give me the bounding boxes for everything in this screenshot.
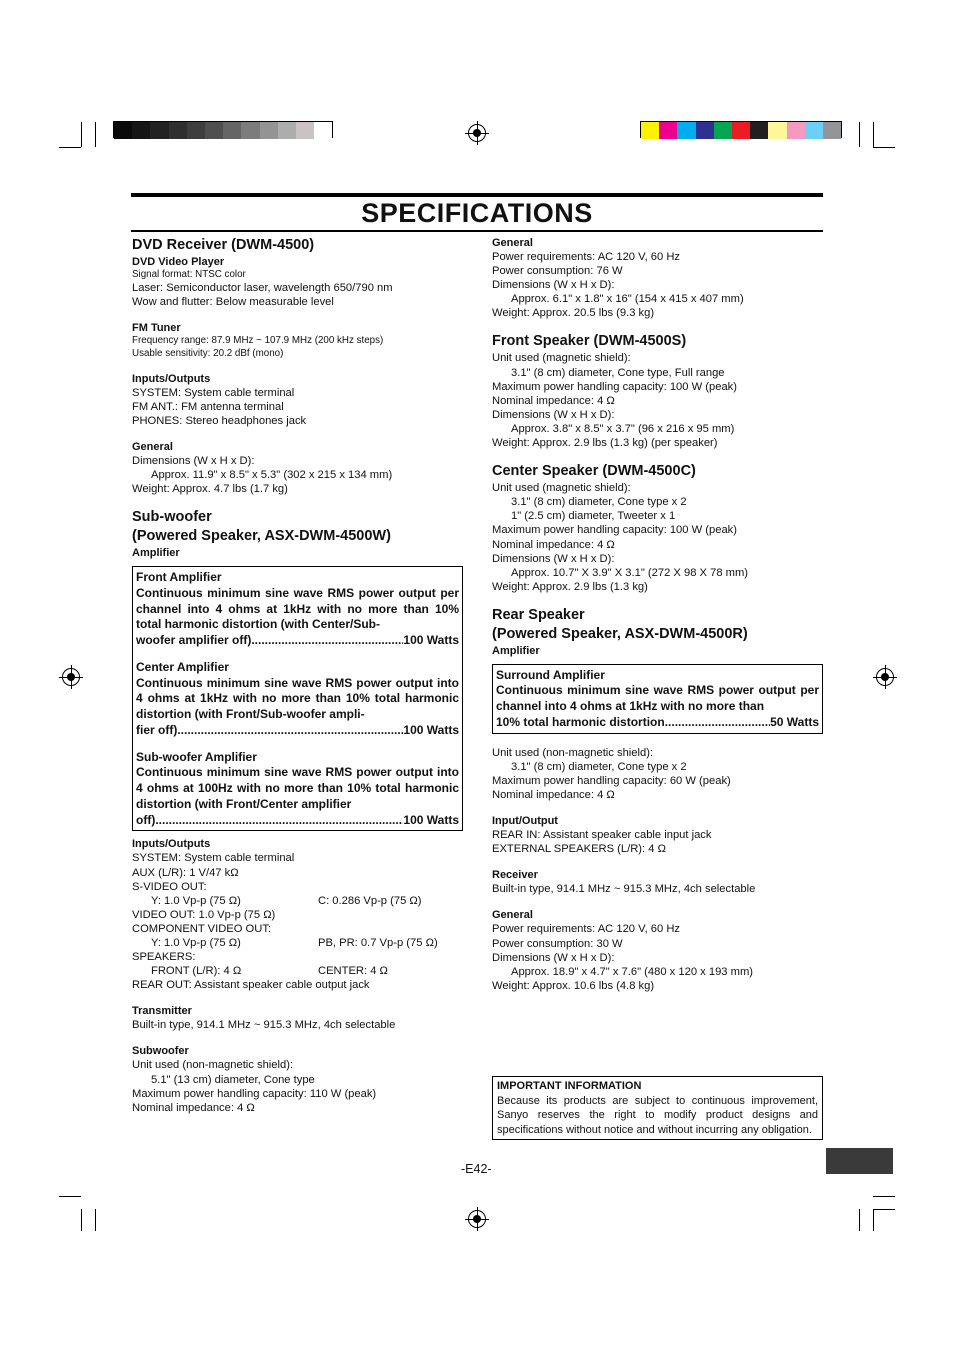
color-swatch bbox=[659, 122, 677, 139]
color-swatch bbox=[278, 122, 296, 139]
important-information-box bbox=[492, 1076, 823, 1140]
section-tab bbox=[826, 1148, 893, 1174]
box-heading: Front Amplifier bbox=[136, 570, 222, 585]
spec-line: EXTERNAL SPEAKERS (L/R): 4 Ω bbox=[492, 843, 666, 856]
color-swatch bbox=[223, 122, 241, 139]
spec-line: Nominal impedance: 4 Ω bbox=[492, 394, 615, 407]
box-heading: Center Amplifier bbox=[136, 660, 229, 675]
spec-line: Maximum power handling capacity: 60 W (peak) bbox=[492, 774, 731, 787]
subsection-heading: General bbox=[492, 237, 533, 249]
spec-line: Weight: Approx. 2.9 lbs (1.3 kg) (per speaker) bbox=[492, 437, 718, 450]
subsection-heading: Amplifier bbox=[132, 547, 180, 560]
color-swatch bbox=[260, 122, 278, 139]
spec-row: FRONT (L/R): 4 Ω CENTER: 4 Ω bbox=[151, 965, 388, 978]
subsection-heading: Input/Output bbox=[492, 815, 558, 828]
color-swatch bbox=[132, 122, 150, 139]
spec-line: Power consumption: 76 W bbox=[492, 265, 623, 278]
box-heading: Surround Amplifier bbox=[496, 667, 605, 682]
spec-row: Y: 1.0 Vp-p (75 Ω) PB, PR: 0.7 Vp-p (75 Ω) bbox=[151, 936, 438, 949]
spec-line: Unit used (non-magnetic shield): bbox=[132, 1059, 294, 1072]
crop-mark bbox=[873, 122, 874, 147]
spec-line: Weight: Approx. 20.5 lbs (9.3 kg) bbox=[492, 307, 655, 320]
crop-mark bbox=[873, 1196, 895, 1197]
crop-mark bbox=[873, 147, 895, 148]
amplifier-spec-box bbox=[492, 664, 823, 734]
crop-mark bbox=[859, 122, 860, 147]
spec-line: Dimensions (W x H x D): bbox=[492, 552, 615, 565]
color-swatch bbox=[677, 122, 695, 139]
spec-line: Dimensions (W x H x D): bbox=[492, 951, 615, 964]
spec-line: Approx. 3.8" x 8.5" x 3.7" (96 x 216 x 95 mm) bbox=[511, 422, 735, 435]
section-heading: Sub-woofer bbox=[132, 509, 212, 526]
important-text: Because its products are subject to continuous improvement, Sanyo reserves the right to modify product designs and specifications without notice and without incurring any obligation. bbox=[497, 1094, 818, 1136]
spec-line: Weight: Approx. 4.7 lbs (1.7 kg) bbox=[132, 483, 288, 496]
spec-line: Nominal impedance: 4 Ω bbox=[492, 789, 615, 802]
spec-line: Power consumption: 30 W bbox=[492, 937, 623, 950]
crop-mark bbox=[81, 1209, 82, 1231]
spec-line: REAR OUT: Assistant speaker cable output jack bbox=[132, 979, 370, 992]
color-swatch bbox=[787, 122, 805, 139]
spec-line: Unit used (non-magnetic shield): bbox=[492, 746, 654, 759]
subsection-heading: Subwoofer bbox=[132, 1045, 189, 1058]
box-text: Continuous minimum sine wave RMS power output per channel into 4 ohms at 1kHz with no more than 10% total harmonic distortion (with Center/Sub- bbox=[136, 585, 459, 632]
color-swatch bbox=[768, 122, 786, 139]
color-swatch bbox=[732, 122, 750, 139]
color-swatch bbox=[150, 122, 168, 139]
watts-value: 100 Watts bbox=[403, 633, 459, 648]
box-leader-line: woofer amplifier off) ..... 100 Watts bbox=[136, 633, 459, 649]
color-swatch bbox=[750, 122, 768, 139]
box-leader-line: off) ..... 100 Watts bbox=[136, 813, 459, 829]
color-swatch bbox=[314, 122, 332, 139]
box-text: Continuous minimum sine wave RMS power output per channel into 4 ohms at 1kHz with no more than bbox=[496, 683, 819, 714]
left-column bbox=[132, 236, 463, 1115]
color-swatch bbox=[696, 122, 714, 139]
crop-mark bbox=[859, 1209, 860, 1231]
crop-mark bbox=[59, 1196, 81, 1197]
box-leader-line: fier off) ..... 100 Watts bbox=[136, 723, 459, 739]
color-swatch bbox=[805, 122, 823, 139]
color-swatch-bar bbox=[640, 121, 842, 138]
crop-mark bbox=[81, 122, 82, 147]
spec-line: Frequency range: 87.9 MHz ~ 107.9 MHz (200 kHz steps) bbox=[132, 335, 384, 347]
spec-line: Maximum power handling capacity: 100 W (peak) bbox=[492, 380, 737, 393]
title-rule bbox=[131, 230, 823, 232]
subsection-heading: Amplifier bbox=[492, 644, 540, 657]
color-swatch bbox=[241, 122, 259, 139]
right-column bbox=[492, 236, 823, 993]
section-heading: Front Speaker (DWM-4500S) bbox=[492, 333, 687, 350]
spec-line: Dimensions (W x H x D): bbox=[132, 455, 255, 468]
spec-line: Power requirements: AC 120 V, 60 Hz bbox=[492, 251, 681, 263]
spec-line: Wow and flutter: Below measurable level bbox=[132, 296, 334, 309]
spec-line: SYSTEM: System cable terminal bbox=[132, 852, 295, 865]
spec-line: Weight: Approx. 2.9 lbs (1.3 kg) bbox=[492, 580, 648, 593]
spec-line: Approx. 10.7" X 3.9" X 3.1" (272 X 98 X 78 mm) bbox=[511, 566, 749, 579]
registration-mark-icon bbox=[876, 668, 894, 686]
watts-value: 50 Watts bbox=[770, 714, 819, 729]
spec-line: SYSTEM: System cable terminal bbox=[132, 386, 295, 399]
spec-row: Y: 1.0 Vp-p (75 Ω) C: 0.286 Vp-p (75 Ω) bbox=[151, 894, 422, 907]
color-swatch bbox=[823, 122, 841, 139]
spec-line: Dimensions (W x H x D): bbox=[492, 408, 615, 421]
box-text: Continuous minimum sine wave RMS power output into 4 ohms at 100Hz with no more than 10% total harmonic distortion (with Front/Center amplifier bbox=[136, 765, 459, 811]
spec-line: Unit used (magnetic shield): bbox=[492, 482, 631, 495]
spec-line: Approx. 11.9" x 8.5" x 5.3" (302 x 215 x 134 mm) bbox=[151, 469, 393, 482]
spec-line: SPEAKERS: bbox=[132, 951, 196, 964]
spec-line: 3.1" (8 cm) diameter, Cone type x 2 bbox=[511, 496, 687, 509]
box-text: Continuous minimum sine wave RMS power output into 4 ohms at 1kHz with no more than 10% total harmonic distortion (with Front/Sub-woofer ampli- bbox=[136, 675, 459, 722]
color-swatch bbox=[169, 122, 187, 139]
spec-line: Dimensions (W x H x D): bbox=[492, 279, 615, 292]
spec-line: 1" (2.5 cm) diameter, Tweeter x 1 bbox=[511, 510, 676, 523]
spec-line: 3.1" (8 cm) diameter, Cone type, Full range bbox=[511, 366, 725, 379]
spec-line: 3.1" (8 cm) diameter, Cone type x 2 bbox=[511, 760, 687, 773]
spec-line: FM ANT.: FM antenna terminal bbox=[132, 400, 284, 413]
registration-mark-icon bbox=[468, 1210, 486, 1228]
spec-line: Power requirements: AC 120 V, 60 Hz bbox=[492, 923, 681, 936]
subsection-heading: Inputs/Outputs bbox=[132, 838, 211, 851]
spec-line: Unit used (magnetic shield): bbox=[492, 352, 631, 365]
spec-line: AUX (L/R): 1 V/47 kΩ bbox=[132, 866, 239, 879]
spec-line: PHONES: Stereo headphones jack bbox=[132, 414, 307, 427]
crop-mark bbox=[873, 1209, 874, 1231]
spec-line: Nominal impedance: 4 Ω bbox=[132, 1101, 255, 1114]
spec-line: Weight: Approx. 10.6 lbs (4.8 kg) bbox=[492, 979, 655, 992]
color-swatch bbox=[714, 122, 732, 139]
section-heading: (Powered Speaker, ASX-DWM-4500R) bbox=[492, 625, 748, 642]
section-heading: Center Speaker (DWM-4500C) bbox=[492, 463, 696, 480]
subsection-heading: Receiver bbox=[492, 869, 538, 882]
spec-line: Approx. 18.9" x 4.7" x 7.6" (480 x 120 x 193 mm) bbox=[511, 965, 754, 978]
spec-line: Built-in type, 914.1 MHz ~ 915.3 MHz, 4ch selectable bbox=[132, 1019, 396, 1032]
spec-line: COMPONENT VIDEO OUT: bbox=[132, 922, 272, 935]
spec-line: VIDEO OUT: 1.0 Vp-p (75 Ω) bbox=[132, 908, 276, 921]
subsection-heading: DVD Video Player bbox=[132, 256, 225, 268]
color-swatch bbox=[296, 122, 314, 139]
spec-line: S-VIDEO OUT: bbox=[132, 880, 207, 893]
amplifier-spec-box bbox=[132, 566, 463, 831]
color-swatch bbox=[641, 122, 659, 139]
spec-line: Usable sensitivity: 20.2 dBf (mono) bbox=[132, 347, 284, 359]
spec-line: Maximum power handling capacity: 110 W (peak) bbox=[132, 1087, 377, 1100]
color-swatch bbox=[205, 122, 223, 139]
spec-line: 5.1" (13 cm) diameter, Cone type bbox=[151, 1073, 315, 1086]
spec-line: Approx. 6.1" x 1.8" x 16" (154 x 415 x 407 mm) bbox=[511, 293, 744, 306]
spec-line: Nominal impedance: 4 Ω bbox=[492, 538, 615, 551]
registration-mark-icon bbox=[62, 668, 80, 686]
watts-value: 100 Watts bbox=[403, 812, 459, 827]
spec-line: REAR IN: Assistant speaker cable input jack bbox=[492, 829, 712, 842]
subsection-heading: FM Tuner bbox=[132, 322, 181, 335]
subsection-heading: General bbox=[492, 909, 533, 922]
crop-mark bbox=[95, 1209, 96, 1231]
page-number: -E42- bbox=[461, 1162, 492, 1176]
subsection-heading: Inputs/Outputs bbox=[132, 372, 211, 385]
box-leader-line: 10% total harmonic distortion ..... 50 Watts bbox=[496, 715, 819, 731]
color-swatch bbox=[114, 122, 132, 139]
crop-mark bbox=[59, 147, 81, 148]
spec-line: Signal format: NTSC color bbox=[132, 269, 246, 280]
important-heading: IMPORTANT INFORMATION bbox=[497, 1080, 642, 1092]
spec-line: Laser: Semiconductor laser, wavelength 650/790 nm bbox=[132, 282, 393, 295]
box-heading: Sub-woofer Amplifier bbox=[136, 749, 257, 764]
crop-mark bbox=[95, 122, 96, 147]
crop-mark bbox=[873, 1209, 895, 1210]
spec-line: Built-in type, 914.1 MHz ~ 915.3 MHz, 4ch selectable bbox=[492, 883, 756, 896]
spec-line: Maximum power handling capacity: 100 W (peak) bbox=[492, 524, 737, 537]
subsection-heading: General bbox=[132, 441, 173, 454]
subsection-heading: Transmitter bbox=[132, 1005, 192, 1018]
section-heading: Rear Speaker bbox=[492, 606, 585, 623]
section-heading: DVD Receiver (DWM-4500) bbox=[132, 237, 315, 253]
section-heading: (Powered Speaker, ASX-DWM-4500W) bbox=[132, 528, 391, 545]
registration-mark-icon bbox=[468, 124, 486, 142]
page-title: SPECIFICATIONS bbox=[361, 198, 593, 228]
grayscale-swatch-bar bbox=[113, 121, 333, 138]
color-swatch bbox=[187, 122, 205, 139]
watts-value: 100 Watts bbox=[403, 722, 459, 737]
